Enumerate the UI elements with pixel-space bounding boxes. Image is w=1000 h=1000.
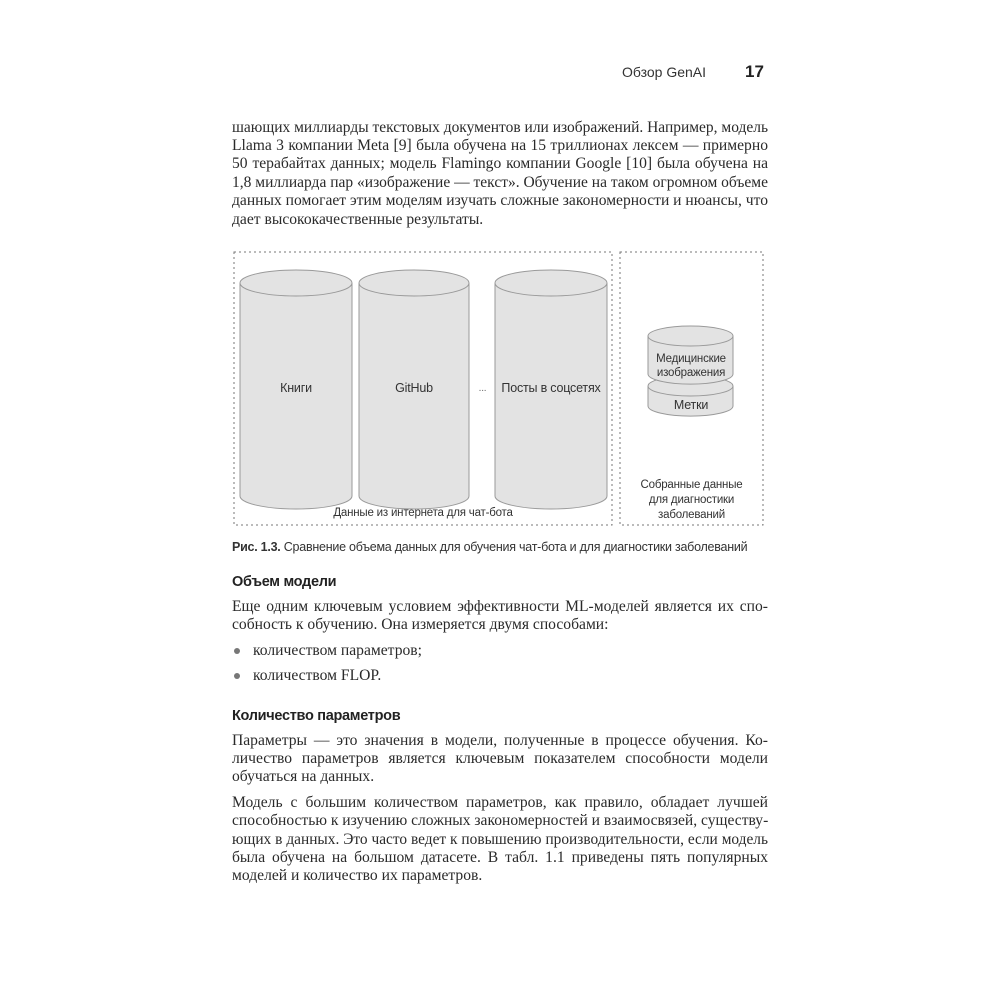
text-line: Еще одним ключевым условием эффективности ML-моделей является их спо- (232, 598, 768, 615)
cylinder-label-books: Книги (280, 381, 312, 395)
text-line: Модель с большим количеством параметров, как правило, обладает лучшей (232, 794, 768, 811)
text-line: 1,8 миллиарда пар «изображение — текст». Обучение на таком огромном объеме (232, 174, 768, 191)
text-line: ющих в данных. Это часто ведет к повышению производительности, если модель (232, 831, 768, 848)
label-line: Медицинские (656, 353, 726, 365)
list-item: количеством параметров; (253, 642, 422, 659)
list-item: количеством FLOP. (253, 667, 382, 684)
text-line: моделей и количество их параметров. (232, 867, 483, 884)
stack-label-medical-images (645, 352, 737, 380)
text-line: обучаться на данных. (232, 768, 375, 785)
section-heading: Количество параметров (232, 708, 401, 724)
text-line: личество параметров является ключевым показателем способности модели (232, 750, 768, 767)
text-line: шающих миллиарды текстовых документов или изображений. Например, модель (232, 119, 768, 136)
cylinder-label-social-posts: Посты в соцсетях (501, 381, 601, 395)
text-line: собность к обучению. Она измеряется двумя способами: (232, 616, 609, 633)
ellipsis: ... (478, 383, 487, 394)
text-line: способностью к изучению сложных закономерностей и взаимосвязей, существу- (232, 812, 769, 829)
page-number: 17 (745, 62, 764, 81)
text-line: 50 терабайтах данных; модель Flamingo компании Google [10] была обучена на (232, 155, 768, 172)
label-line: изображения (656, 367, 726, 379)
diagnostic-data-label (620, 478, 763, 523)
caption-number: Рис. 1.3. (232, 540, 281, 554)
internet-data-label: Данные из интернета для чат-бота (333, 507, 513, 519)
text-line: Параметры — это значения в модели, полученные в процессе обучения. Ко- (232, 732, 768, 749)
text-line: Llama 3 компании Meta [9] была обучена на 15 триллионах лексем — примерно (232, 137, 768, 154)
cylinder-label-github: GitHub (395, 381, 433, 395)
figure-caption (232, 540, 747, 554)
section-heading: Объем модели (232, 574, 337, 590)
bullet-icon (234, 673, 240, 679)
label-line: для диагностики (648, 494, 735, 506)
stack-label-labels: Метки (673, 398, 709, 412)
text-line: была обучена на большом датасете. В табл. 1.1 приведены пять популярных (232, 849, 768, 866)
bullet-icon (234, 648, 240, 654)
text-line: дает высококачественные результаты. (232, 211, 484, 228)
label-line: Собранные данные (640, 479, 743, 491)
caption-text: Сравнение объема данных для обучения чат-бота и для диагностики заболеваний (283, 540, 748, 554)
label-line: заболеваний (658, 509, 725, 521)
running-title: Обзор GenAI (622, 64, 707, 80)
text-line: данных помогает этим моделям изучать сложные закономерности и нюансы, что (232, 192, 768, 209)
